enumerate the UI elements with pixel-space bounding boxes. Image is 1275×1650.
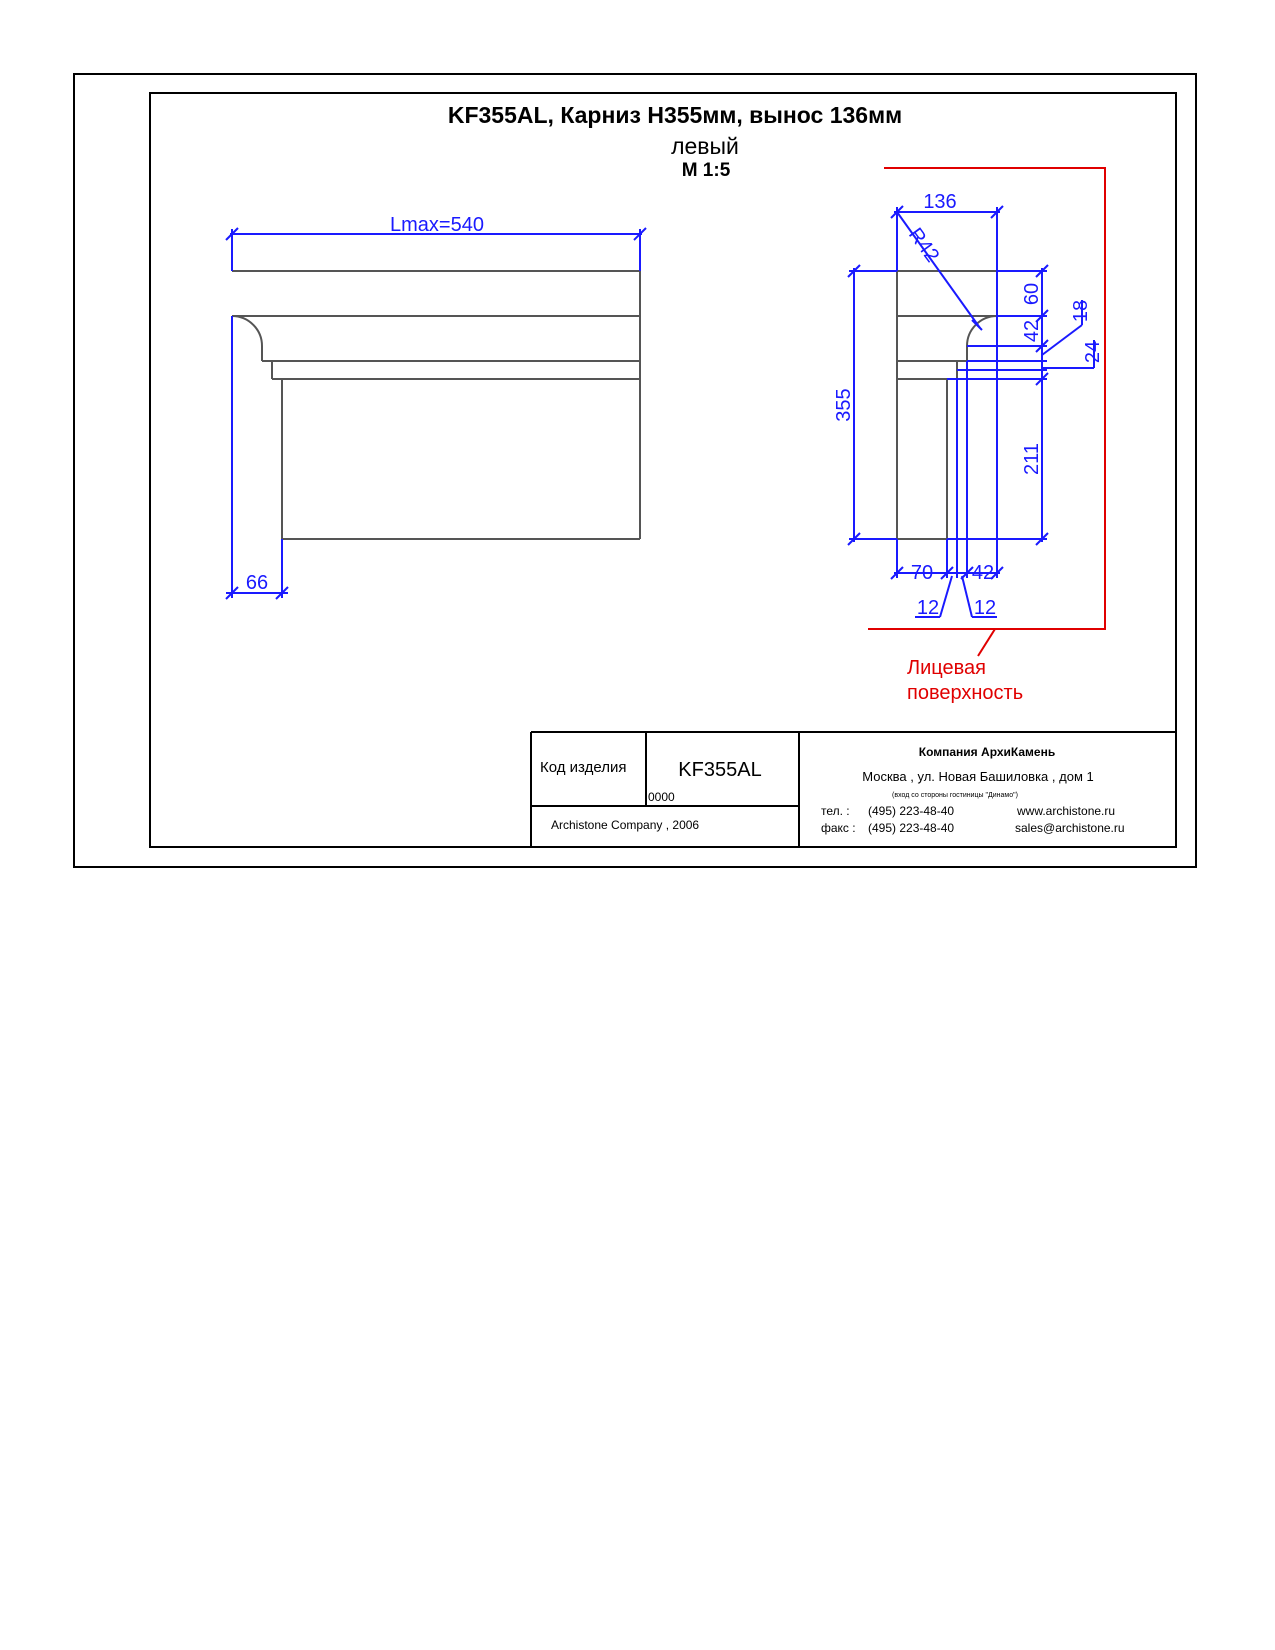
company-address-note: (вход со стороны гостиницы "Динамо") [892, 792, 1018, 799]
fax-number: (495) 223-48-40 [868, 821, 955, 835]
tel-number: (495) 223-48-40 [868, 804, 955, 818]
dim-24-label: 24 [1082, 340, 1104, 364]
dim-r42-label: R42 [903, 224, 944, 267]
side-view-dimensions [848, 206, 1094, 617]
dim-60-label: 60 [1021, 282, 1043, 306]
front-view [232, 271, 640, 539]
product-code-label: Код изделия [540, 759, 627, 776]
side-view [897, 271, 997, 539]
dim-355-label: 355 [833, 388, 855, 422]
dim-12-right-label: 12 [973, 597, 997, 619]
copyright-text: Archistone Company , 2006 [551, 818, 700, 832]
dim-18-label: 18 [1070, 299, 1092, 323]
front-depth-label: 66 [245, 572, 269, 594]
email-link[interactable]: sales@archistone.ru [1015, 821, 1125, 835]
fax-label: факс : [821, 821, 856, 835]
drawing-title: KF355AL, Карниз H355мм, вынос 136мм [447, 102, 903, 128]
tel-label: тел. : [821, 804, 850, 818]
product-code-value: KF355AL [678, 759, 762, 781]
dim-70-label: 70 [910, 562, 934, 584]
company-address: Москва , ул. Новая Башиловка , дом 1 [862, 769, 1094, 784]
dim-42-top-label: 42 [1021, 319, 1043, 343]
dim-136-label: 136 [923, 191, 957, 213]
front-length-label: Lmax=540 [390, 214, 484, 236]
drawing-scale: М 1:5 [681, 160, 731, 181]
face-surface-label-line1: Лицевая [907, 657, 987, 679]
face-surface-label-line2: поверхность [907, 682, 1024, 704]
product-code-number: 0000 [648, 790, 675, 804]
dim-42-bottom-label: 42 [971, 562, 995, 584]
front-view-dimensions [226, 228, 646, 599]
website-link[interactable]: www.archistone.ru [1017, 804, 1116, 818]
dim-211-label: 211 [1021, 443, 1043, 475]
dim-12-left-label: 12 [916, 597, 940, 619]
drawing-subtitle: левый [671, 133, 739, 159]
company-name: Компания АрхиКамень [918, 745, 1056, 759]
